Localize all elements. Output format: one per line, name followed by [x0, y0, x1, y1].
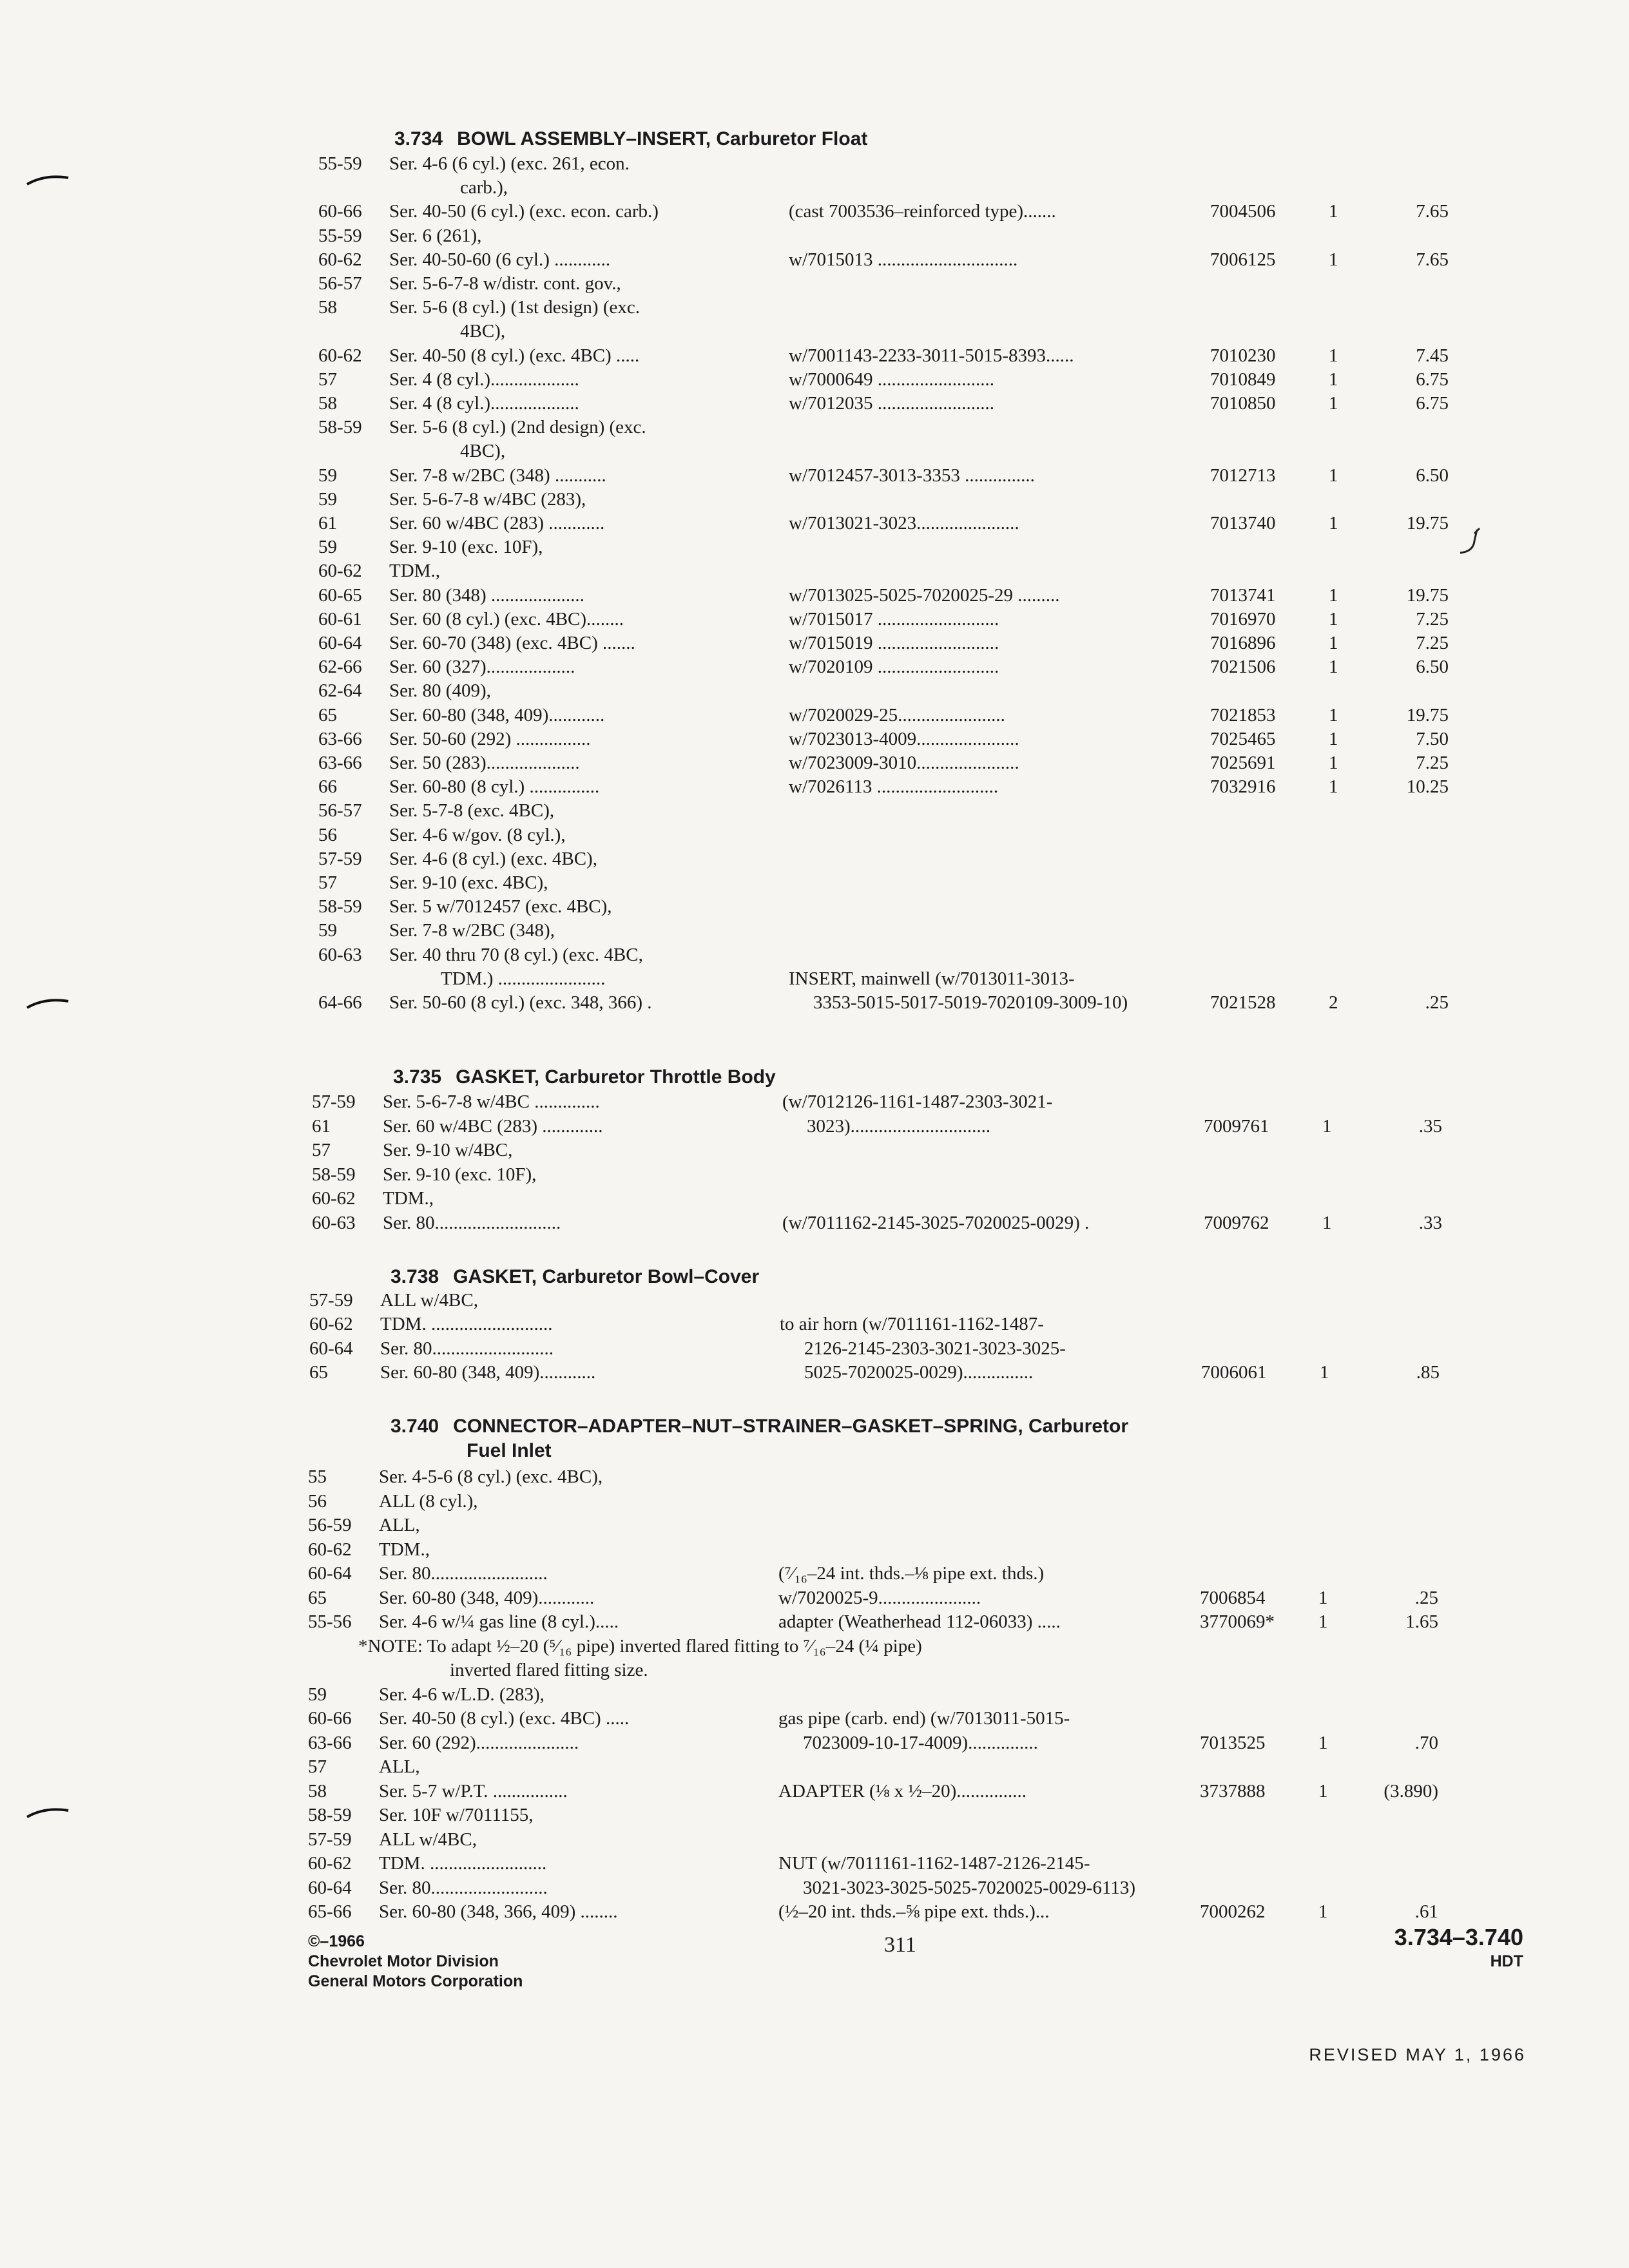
model-years: 60-64	[308, 1563, 352, 1584]
application: Ser. 5-7-8 (exc. 4BC),	[389, 800, 555, 821]
quantity: 1	[1329, 369, 1338, 390]
section-number: 3.738	[390, 1266, 439, 1287]
list-price: .33	[1418, 1213, 1442, 1233]
application: Ser. 7-8 w/2BC (348) ...........	[389, 465, 606, 486]
model-years: 65	[308, 1588, 327, 1608]
model-years: 58	[318, 393, 337, 414]
description: 3353-5015-5017-5019-7020109-3009-10)	[813, 992, 1128, 1013]
handwritten-check-mark	[1458, 526, 1490, 558]
footer-corporation: General Motors Corporation	[308, 1972, 523, 1990]
part-number: 7010849	[1210, 369, 1276, 390]
part-number: 7000262	[1200, 1901, 1266, 1922]
part-number: 7012713	[1210, 465, 1276, 486]
description: 7023009-10-17-4009)...............	[803, 1733, 1038, 1753]
description: w/7026113 ..........................	[789, 776, 999, 797]
model-years: 60-64	[308, 1878, 352, 1898]
quantity: 1	[1329, 393, 1338, 414]
application: TDM.) .......................	[441, 968, 606, 989]
section-title: CONNECTOR–ADAPTER–NUT–STRAINER–GASKET–SPRING, Carburetor	[453, 1416, 1129, 1437]
model-years: 63-66	[318, 729, 362, 749]
quantity: 1	[1318, 1781, 1328, 1802]
model-years: 61	[312, 1116, 331, 1137]
application: Ser. 5-6-7-8 w/4BC ..............	[383, 1091, 600, 1112]
model-years: 58-59	[312, 1164, 356, 1185]
list-price: 6.75	[1416, 393, 1449, 414]
model-years: 65	[318, 705, 337, 726]
quantity: 1	[1329, 753, 1338, 773]
application: Ser. 4-6 (8 cyl.) (exc. 4BC),	[389, 849, 597, 869]
application: TDM. ..........................	[380, 1314, 553, 1334]
list-price: 7.50	[1416, 729, 1449, 749]
application: Ser. 60 (292)......................	[379, 1733, 579, 1753]
model-years: 60-65	[318, 585, 362, 606]
part-number: 7025691	[1210, 753, 1276, 773]
model-years: 57-59	[309, 1290, 353, 1311]
description: w/7015013 ..............................	[789, 249, 1018, 270]
part-number: 7006125	[1210, 249, 1276, 270]
description: (⁷⁄₁₆–24 int. thds.–⅛ pipe ext. thds.)	[778, 1563, 1045, 1584]
model-years: 57-59	[312, 1091, 356, 1112]
list-price: .61	[1414, 1901, 1438, 1922]
application: 4BC),	[460, 441, 506, 461]
quantity: 1	[1322, 1116, 1332, 1137]
application: Ser. 80 (409),	[389, 680, 491, 701]
model-years: 57	[312, 1140, 331, 1160]
section-range: 3.734–3.740	[1394, 1924, 1523, 1950]
part-number: 7021506	[1210, 657, 1276, 677]
part-number: 7006854	[1200, 1588, 1266, 1608]
part-number: 7013740	[1210, 513, 1276, 533]
application: Ser. 4 (8 cyl.)...................	[389, 393, 579, 414]
section-title: BOWL ASSEMBLY–INSERT, Carburetor Float	[457, 128, 868, 149]
model-years: 59	[318, 920, 337, 941]
description: 2126-2145-2303-3021-3023-3025-	[804, 1338, 1066, 1359]
model-years: 58-59	[318, 896, 362, 917]
application: Ser. 50-60 (8 cyl.) (exc. 348, 366) .	[389, 992, 652, 1013]
model-years: 58	[308, 1781, 327, 1802]
model-years: 60-64	[318, 633, 362, 653]
application: Ser. 50 (283)....................	[389, 753, 580, 773]
quantity: 1	[1322, 1213, 1332, 1233]
quantity: 1	[1329, 513, 1338, 533]
application: Ser. 9-10 (exc. 4BC),	[389, 872, 548, 893]
application: Ser. 60-70 (348) (exc. 4BC) .......	[389, 633, 635, 653]
application: Ser. 40-50 (6 cyl.) (exc. econ. carb.)	[389, 201, 659, 222]
description: w/7020025-9......................	[778, 1588, 981, 1608]
description: w/7013025-5025-7020025-29 .........	[789, 585, 1060, 606]
application: Ser. 4-5-6 (8 cyl.) (exc. 4BC),	[379, 1466, 603, 1487]
list-price: 10.25	[1406, 776, 1449, 797]
description: 3023)..............................	[807, 1116, 991, 1137]
model-years: 60-62	[312, 1188, 356, 1209]
footer-copyright: ©–1966	[308, 1932, 365, 1950]
part-number: 7032916	[1210, 776, 1276, 797]
model-years: 55-59	[318, 226, 362, 246]
model-years: 55-59	[318, 153, 362, 174]
application: Ser. 80.........................	[379, 1563, 548, 1584]
section-subtitle: Fuel Inlet	[467, 1440, 552, 1461]
model-years: 60-62	[318, 561, 362, 581]
part-number: 7013525	[1200, 1733, 1266, 1753]
description: 5025-7020025-0029)...............	[804, 1362, 1034, 1383]
list-price: 19.75	[1406, 705, 1449, 726]
description: w/7023009-3010......................	[789, 753, 1019, 773]
revised-date: REVISED MAY 1, 1966	[1309, 2045, 1526, 2064]
section-heading	[394, 126, 867, 152]
application: TDM.,	[383, 1188, 434, 1209]
application: TDM.,	[389, 561, 440, 581]
section-heading	[390, 1414, 1128, 1439]
list-price: .35	[1418, 1116, 1442, 1137]
description: w/7013021-3023......................	[789, 513, 1019, 533]
section-number: 3.735	[393, 1066, 442, 1088]
model-years: 56	[308, 1491, 327, 1512]
list-price: 7.65	[1416, 249, 1449, 270]
description: w/7015019 ..........................	[789, 633, 999, 653]
section-number: 3.740	[390, 1416, 439, 1437]
binder-mark-bottom	[26, 1802, 71, 1821]
application: Ser. 6 (261),	[389, 226, 482, 246]
model-years: 60-62	[318, 249, 362, 270]
application: Ser. 60-80 (348, 366, 409) ........	[379, 1901, 618, 1922]
application: Ser. 40-50-60 (6 cyl.) ............	[389, 249, 611, 270]
section-heading	[393, 1064, 776, 1090]
application: Ser. 4 (8 cyl.)...................	[389, 369, 579, 390]
application: Ser. 4-6 w/¼ gas line (8 cyl.).....	[379, 1611, 619, 1632]
application: Ser. 60-80 (8 cyl.) ...............	[389, 776, 600, 797]
list-price: 6.50	[1416, 657, 1449, 677]
model-years: 63-66	[318, 753, 362, 773]
description: gas pipe (carb. end) (w/7013011-5015-	[778, 1708, 1070, 1729]
part-number: 7016970	[1210, 609, 1276, 629]
application: Ser. 60-80 (348, 409)............	[380, 1362, 596, 1383]
quantity: 1	[1329, 729, 1338, 749]
application: Ser. 60 w/4BC (283) ............	[389, 513, 605, 533]
application: Ser. 9-10 (exc. 10F),	[383, 1164, 537, 1185]
model-years: 60-64	[309, 1338, 353, 1359]
description: to air horn (w/7011161-1162-1487-	[780, 1314, 1044, 1334]
application: Ser. 7-8 w/2BC (348),	[389, 920, 555, 941]
quantity: 1	[1318, 1588, 1328, 1608]
application: Ser. 60 (327)...................	[389, 657, 575, 677]
quantity: 1	[1318, 1733, 1328, 1753]
model-years: 62-66	[318, 657, 362, 677]
application: Ser. 80...........................	[383, 1213, 561, 1233]
model-years: 56	[318, 825, 337, 845]
description: 3021-3023-3025-5025-7020025-0029-6113)	[803, 1878, 1136, 1898]
part-number: 7004506	[1210, 201, 1276, 222]
application: ALL,	[379, 1515, 420, 1535]
application: Ser. 9-10 w/4BC,	[383, 1140, 513, 1160]
list-price: 7.65	[1416, 201, 1449, 222]
model-years: 60-66	[318, 201, 362, 222]
application: Ser. 5 w/7012457 (exc. 4BC),	[389, 896, 612, 917]
quantity: 1	[1329, 776, 1338, 797]
model-years: 56-57	[318, 800, 362, 821]
application: Ser. 40 thru 70 (8 cyl.) (exc. 4BC,	[389, 945, 643, 965]
list-price: 7.25	[1416, 753, 1449, 773]
list-price: 1.65	[1405, 1611, 1438, 1632]
footer-division: Chevrolet Motor Division	[308, 1952, 499, 1970]
description: w/7015017 ..........................	[789, 609, 999, 629]
list-price: .70	[1414, 1733, 1438, 1753]
application: ALL w/4BC,	[380, 1290, 478, 1311]
quantity: 1	[1329, 585, 1338, 606]
model-years: 58-59	[308, 1805, 352, 1825]
section-title: GASKET, Carburetor Throttle Body	[456, 1066, 776, 1088]
quantity: 1	[1329, 345, 1338, 366]
application: Ser. 60-80 (348, 409)............	[379, 1588, 595, 1608]
description: (½–20 int. thds.–⅝ pipe ext. thds.)...	[778, 1901, 1050, 1922]
part-number: 7010850	[1210, 393, 1276, 414]
section-heading	[390, 1264, 759, 1290]
part-number: 3770069*	[1200, 1611, 1275, 1632]
part-number: 7009761	[1204, 1116, 1269, 1137]
application: *NOTE: To adapt ½–20 (⁵⁄₁₆ pipe) inverted flared fitting to ⁷⁄₁₆–24 (¼ pipe)	[358, 1636, 922, 1657]
section-number: 3.734	[394, 128, 443, 149]
model-years: 60-66	[308, 1708, 352, 1729]
part-number: 7025465	[1210, 729, 1276, 749]
quantity: 1	[1329, 201, 1338, 222]
quantity: 1	[1329, 465, 1338, 486]
model-years: 65	[309, 1362, 328, 1383]
part-number: 7021528	[1210, 992, 1276, 1013]
model-years: 59	[318, 465, 337, 486]
application: Ser. 60 w/4BC (283) .............	[383, 1116, 603, 1137]
description: w/7001143-2233-3011-5015-8393......	[789, 345, 1074, 366]
list-price: .25	[1414, 1588, 1438, 1608]
model-years: 58-59	[318, 417, 362, 437]
quantity: 1	[1329, 609, 1338, 629]
description: w/7012035 .........................	[789, 393, 994, 414]
application: Ser. 5-7 w/P.T. ................	[379, 1781, 568, 1802]
part-number: 3737888	[1200, 1781, 1266, 1802]
description: (w/7011162-2145-3025-7020025-0029) .	[782, 1213, 1090, 1233]
list-price: 19.75	[1406, 513, 1449, 533]
model-years: 60-61	[318, 609, 362, 629]
quantity: 1	[1329, 633, 1338, 653]
model-years: 59	[318, 537, 337, 557]
application: Ser. 80.........................	[379, 1878, 548, 1898]
application: Ser. 80 (348) ....................	[389, 585, 584, 606]
model-years: 60-62	[318, 345, 362, 366]
model-years: 58	[318, 297, 337, 318]
quantity: 1	[1318, 1901, 1328, 1922]
list-price: 6.50	[1416, 465, 1449, 486]
binder-mark-top	[26, 169, 71, 188]
application: Ser. 4-6 (6 cyl.) (exc. 261, econ.	[389, 153, 630, 174]
application: 4BC),	[460, 321, 506, 341]
description: w/7012457-3013-3353 ...............	[789, 465, 1035, 486]
quantity: 1	[1329, 657, 1338, 677]
list-price: 7.25	[1416, 633, 1449, 653]
binder-mark-middle	[26, 992, 71, 1012]
list-price: .25	[1425, 992, 1449, 1013]
page-number: 311	[884, 1933, 916, 1957]
description: NUT (w/7011161-1162-1487-2126-2145-	[778, 1853, 1090, 1874]
application: Ser. 40-50 (8 cyl.) (exc. 4BC) .....	[389, 345, 640, 366]
application: Ser. 40-50 (8 cyl.) (exc. 4BC) .....	[379, 1708, 630, 1729]
application: Ser. 50-60 (292) ................	[389, 729, 591, 749]
application: ALL (8 cyl.),	[379, 1491, 478, 1512]
quantity: 1	[1318, 1611, 1328, 1632]
quantity: 1	[1320, 1362, 1329, 1383]
model-years: 57	[318, 872, 337, 893]
list-price: 19.75	[1406, 585, 1449, 606]
catalog-code: HDT	[1490, 1952, 1523, 1970]
model-years: 59	[308, 1684, 327, 1705]
part-number: 7010230	[1210, 345, 1276, 366]
model-years: 63-66	[308, 1733, 352, 1753]
model-years: 57-59	[318, 849, 362, 869]
description: adapter (Weatherhead 112-06033) .....	[778, 1611, 1061, 1632]
model-years: 57	[318, 369, 337, 390]
application: ALL w/4BC,	[379, 1829, 477, 1850]
description: ADAPTER (⅛ x ½–20)...............	[778, 1781, 1027, 1802]
model-years: 55	[308, 1466, 327, 1487]
list-price: 7.25	[1416, 609, 1449, 629]
description: w/7020029-25.......................	[789, 705, 1005, 726]
application: Ser. 60 (8 cyl.) (exc. 4BC)........	[389, 609, 624, 629]
application: Ser. 4-6 w/gov. (8 cyl.),	[389, 825, 566, 845]
quantity: 2	[1329, 992, 1338, 1013]
description: w/7000649 .........................	[789, 369, 994, 390]
application: ALL,	[379, 1756, 420, 1777]
application: inverted flared fitting size.	[450, 1660, 648, 1680]
model-years: 57	[308, 1756, 327, 1777]
model-years: 65-66	[308, 1901, 352, 1922]
model-years: 60-62	[309, 1314, 353, 1334]
model-years: 64-66	[318, 992, 362, 1013]
part-number: 7006061	[1201, 1362, 1267, 1383]
description: (w/7012126-1161-1487-2303-3021-	[782, 1091, 1053, 1112]
application: Ser. 9-10 (exc. 10F),	[389, 537, 543, 557]
model-years: 56-59	[308, 1515, 352, 1535]
application: Ser. 4-6 w/L.D. (283),	[379, 1684, 545, 1705]
description: w/7023013-4009......................	[789, 729, 1019, 749]
list-price: (3.890)	[1383, 1781, 1438, 1802]
model-years: 61	[318, 513, 337, 533]
application: Ser. 5-6 (8 cyl.) (2nd design) (exc.	[389, 417, 646, 437]
description: INSERT, mainwell (w/7013011-3013-	[789, 968, 1075, 989]
model-years: 66	[318, 776, 337, 797]
application: Ser. 5-6-7-8 w/4BC (283),	[389, 489, 586, 510]
list-price: .85	[1416, 1362, 1440, 1383]
application: Ser. 5-6 (8 cyl.) (1st design) (exc.	[389, 297, 640, 318]
description: w/7020109 ..........................	[789, 657, 999, 677]
quantity: 1	[1329, 705, 1338, 726]
model-years: 62-64	[318, 680, 362, 701]
section-title: GASKET, Carburetor Bowl–Cover	[453, 1266, 760, 1287]
model-years: 55-56	[308, 1611, 352, 1632]
part-number: 7021853	[1210, 705, 1276, 726]
application: Ser. 80..........................	[380, 1338, 554, 1359]
application: carb.),	[460, 177, 508, 198]
part-number: 7013741	[1210, 585, 1276, 606]
part-number: 7016896	[1210, 633, 1276, 653]
list-price: 7.45	[1416, 345, 1449, 366]
model-years: 59	[318, 489, 337, 510]
model-years: 60-62	[308, 1539, 352, 1560]
application: Ser. 5-6-7-8 w/distr. cont. gov.,	[389, 273, 621, 294]
model-years: 60-63	[312, 1213, 356, 1233]
application: Ser. 60-80 (348, 409)............	[389, 705, 605, 726]
model-years: 57-59	[308, 1829, 352, 1850]
quantity: 1	[1329, 249, 1338, 270]
application: Ser. 10F w/7011155,	[379, 1805, 534, 1825]
part-number: 7009762	[1204, 1213, 1269, 1233]
model-years: 60-62	[308, 1853, 352, 1874]
list-price: 6.75	[1416, 369, 1449, 390]
description: (cast 7003536–reinforced type).......	[789, 201, 1056, 222]
model-years: 56-57	[318, 273, 362, 294]
application: TDM. .........................	[379, 1853, 547, 1874]
model-years: 60-63	[318, 945, 362, 965]
application: TDM.,	[379, 1539, 430, 1560]
